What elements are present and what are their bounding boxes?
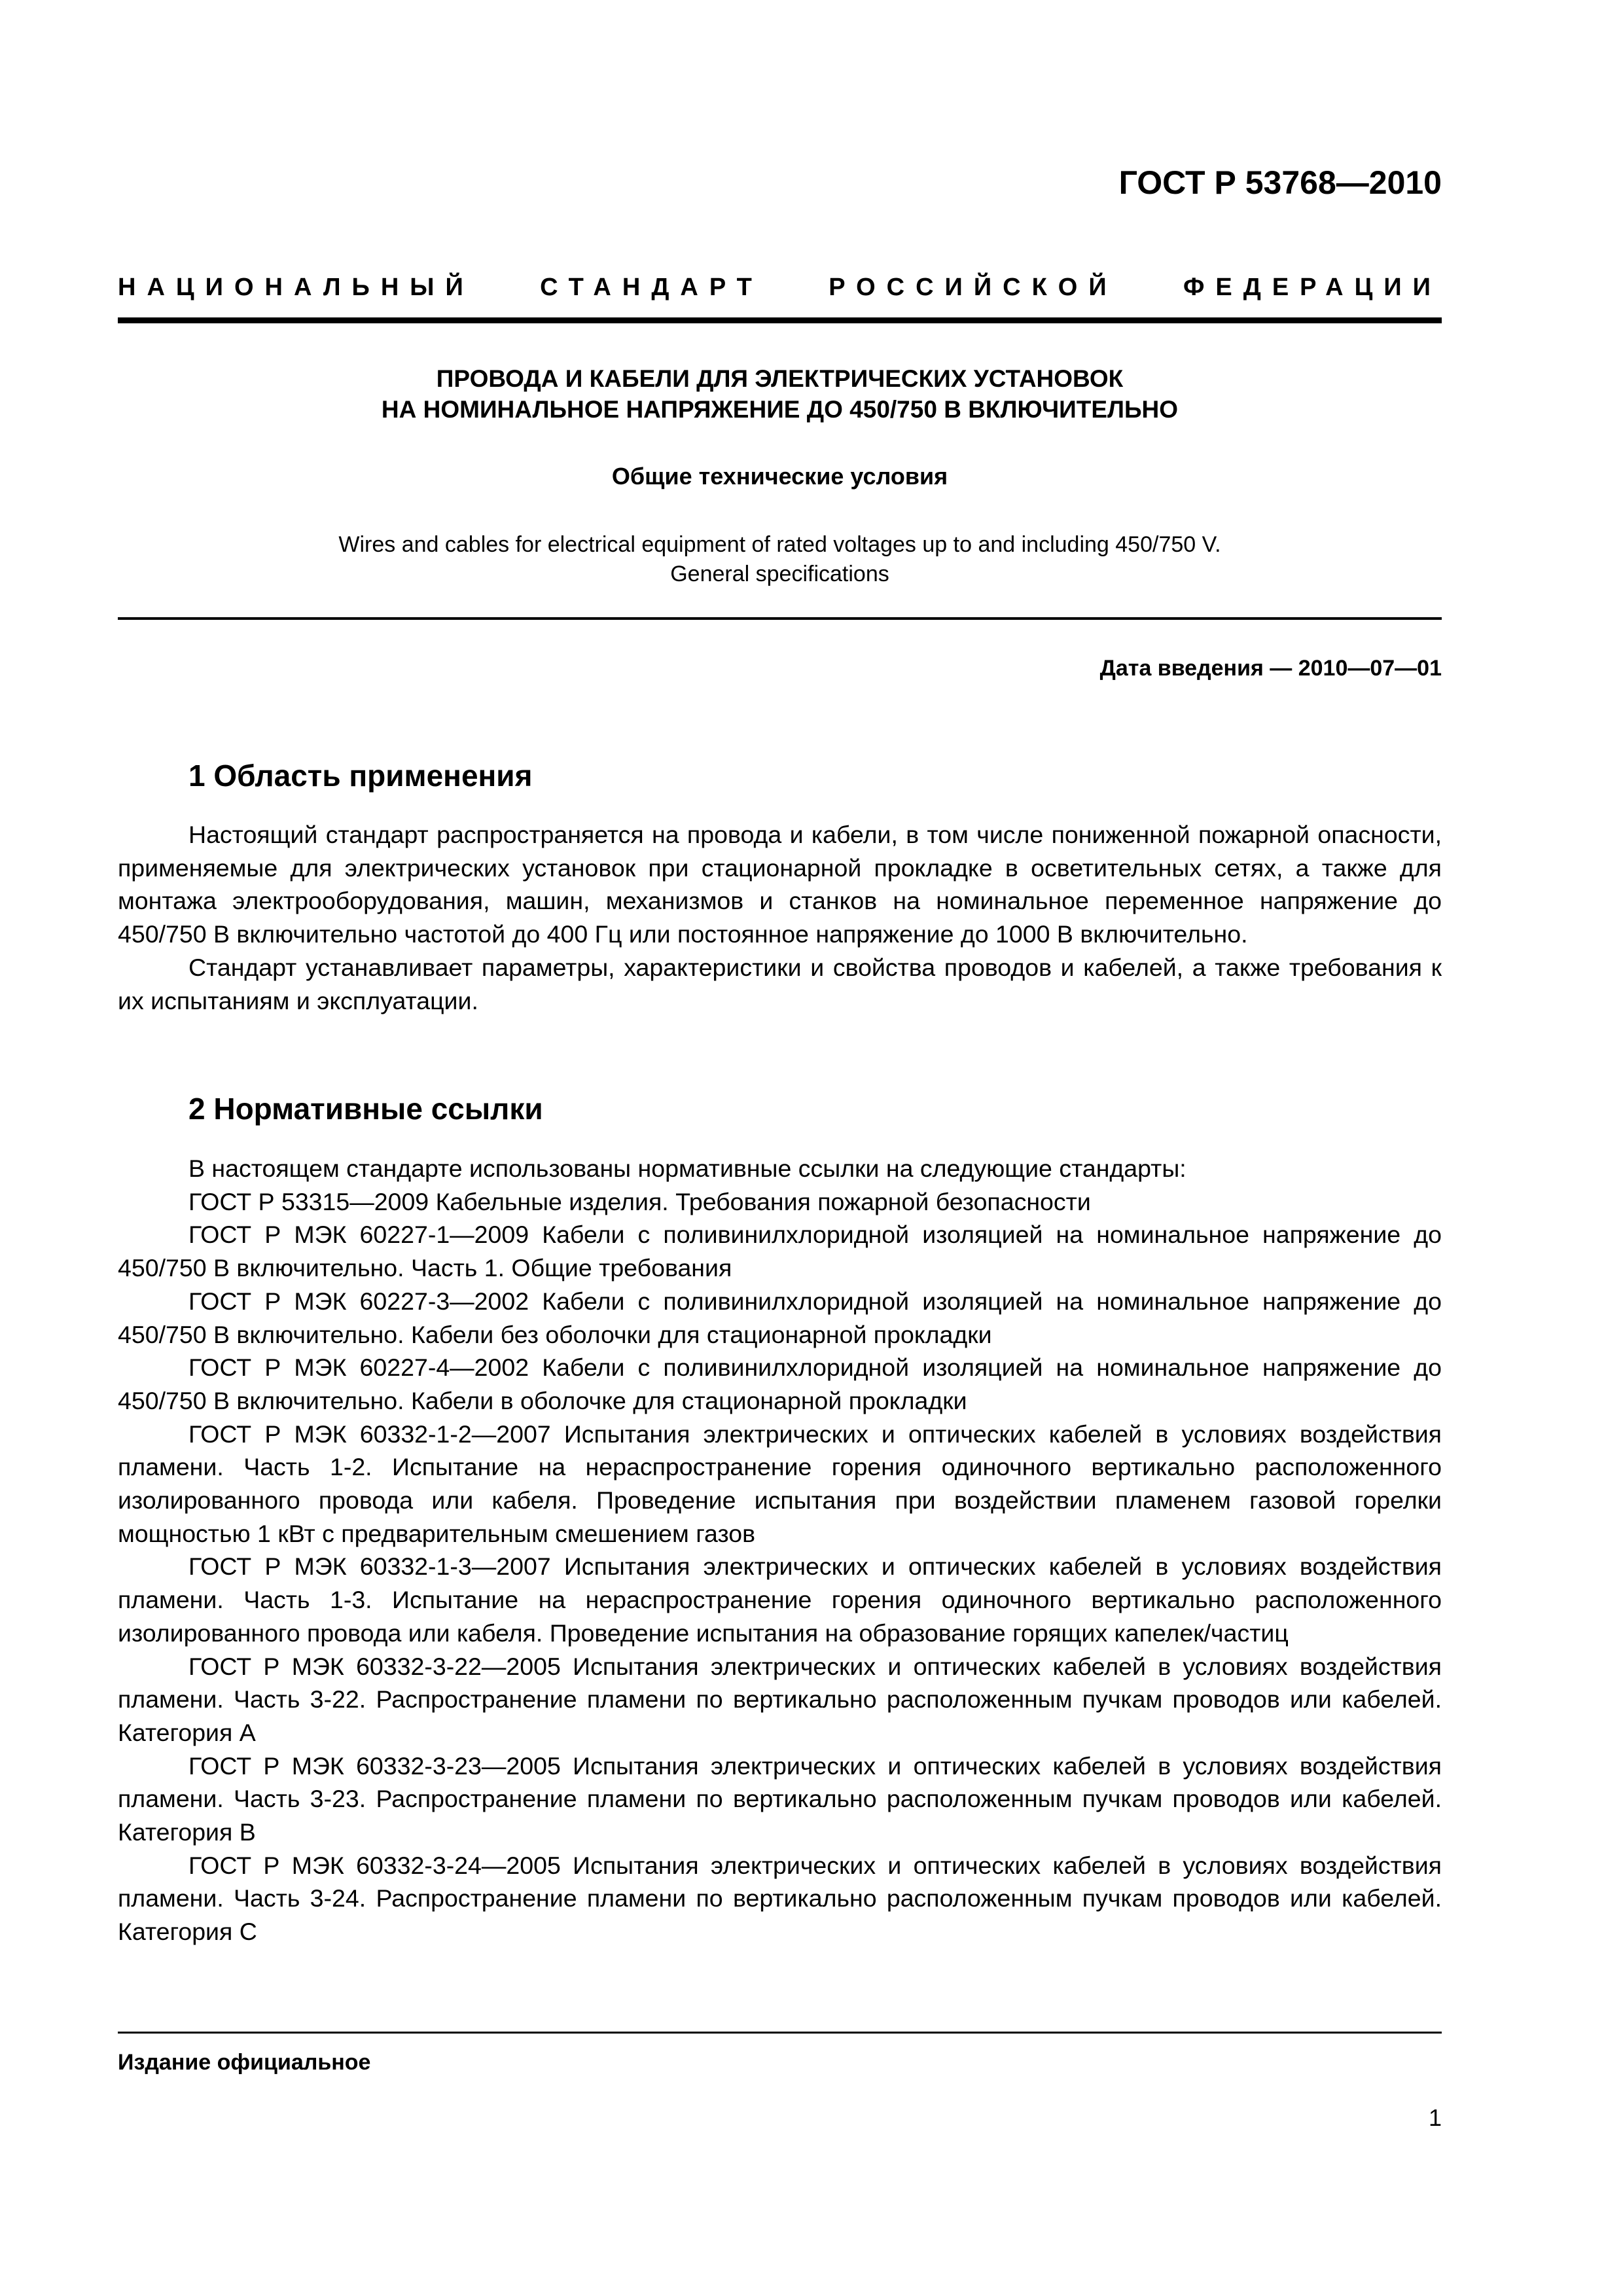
reference-item: ГОСТ Р МЭК 60227-4—2002 Кабели с поливинилхлоридной изоляцией на номинальное напряжение до 450/750 В включительно. Кабели в оболочке для стационарной прокладки	[118, 1354, 1442, 1414]
edition-label: Издание официальное	[118, 2050, 371, 2075]
document-number: ГОСТ Р 53768—2010	[1118, 164, 1442, 201]
document-title	[118, 363, 1442, 425]
paragraph: Стандарт устанавливает параметры, характеристики и свойства проводов и кабелей, а также требования к их испытаниям и эксплуатации.	[118, 953, 1442, 1014]
page-number: 1	[1428, 2104, 1442, 2131]
document-subtitle: Общие технические условия	[611, 463, 948, 490]
footer-divider	[118, 2032, 1442, 2034]
english-title-line-1: Wires and cables for electrical equipment of rated voltages up to and including 450/750 V.	[338, 532, 1221, 557]
national-standard-banner: НАЦИОНАЛЬНЫЙ СТАНДАРТ РОССИЙСКОЙ ФЕДЕРАЦИИ	[118, 274, 1442, 301]
section-2-heading: 2 Нормативные ссылки	[188, 1092, 543, 1126]
section-2-body	[118, 1152, 1442, 1948]
section-1-heading: 1 Область применения	[188, 759, 533, 793]
english-title-line-2: General specifications	[670, 562, 889, 586]
paragraph: Настоящий стандарт распространяется на провода и кабели, в том числе пониженной пожарной опасности, применяемые для электрических установок при стационарной прокладке в осветительных сетях, а также для монтажа электрооборудования, машин, механизмов и станков на номинальное переменное напряжение до 450/750 В включительно частотой до 400 Гц или постоянное напряжение до 1000 В включительно.	[118, 821, 1442, 948]
reference-item: ГОСТ Р МЭК 60227-3—2002 Кабели с поливинилхлоридной изоляцией на номинальное напряжение до 450/750 В включительно. Кабели без оболочки для стационарной прокладки	[118, 1287, 1442, 1348]
english-title	[118, 530, 1442, 589]
section-1-body	[118, 818, 1442, 1017]
introduction-date: Дата введения — 2010—07—01	[1099, 656, 1442, 681]
reference-item: ГОСТ Р МЭК 60227-1—2009 Кабели с поливинилхлоридной изоляцией на номинальное напряжение до 450/750 В включительно. Часть 1. Общие требования	[118, 1221, 1442, 1282]
reference-item: ГОСТ Р МЭК 60332-3-22—2005 Испытания электрических и оптических кабелей в условиях воздействия пламени. Часть 3-22. Распространение пламени по вертикально расположенным пучкам проводов или кабелей. Категория А	[118, 1652, 1442, 1746]
title-line-2: НА НОМИНАЛЬНОЕ НАПРЯЖЕНИЕ ДО 450/750 В ВКЛЮЧИТЕЛЬНО	[381, 396, 1179, 423]
title-divider	[118, 617, 1442, 620]
header-divider	[118, 317, 1442, 323]
reference-item: ГОСТ Р 53315—2009 Кабельные изделия. Требования пожарной безопасности	[188, 1187, 1091, 1215]
reference-item: ГОСТ Р МЭК 60332-3-24—2005 Испытания электрических и оптических кабелей в условиях воздействия пламени. Часть 3-24. Распространение пламени по вертикально расположенным пучкам проводов или кабелей. Категория С	[118, 1851, 1442, 1946]
paragraph: В настоящем стандарте использованы нормативные ссылки на следующие стандарты:	[188, 1155, 1186, 1182]
title-line-1: ПРОВОДА И КАБЕЛИ ДЛЯ ЭЛЕКТРИЧЕСКИХ УСТАНОВОК	[436, 365, 1124, 392]
reference-item: ГОСТ Р МЭК 60332-1-2—2007 Испытания электрических и оптических кабелей в условиях воздействия пламени. Часть 1-2. Испытание на нераспространение горения одиночного вертикально расположенного изолированного провода или кабеля. Проведение испытания при воздействии пламенем газовой горелки мощностью 1 кВт с предварительным смешением газов	[118, 1420, 1442, 1547]
reference-item: ГОСТ Р МЭК 60332-1-3—2007 Испытания электрических и оптических кабелей в условиях воздействия пламени. Часть 1-3. Испытание на нераспространение горения одиночного вертикально расположенного изолированного провода или кабеля. Проведение испытания на образование горящих капелек/частиц	[118, 1552, 1442, 1647]
reference-item: ГОСТ Р МЭК 60332-3-23—2005 Испытания электрических и оптических кабелей в условиях воздействия пламени. Часть 3-23. Распространение пламени по вертикально расположенным пучкам проводов или кабелей. Категория В	[118, 1751, 1442, 1846]
